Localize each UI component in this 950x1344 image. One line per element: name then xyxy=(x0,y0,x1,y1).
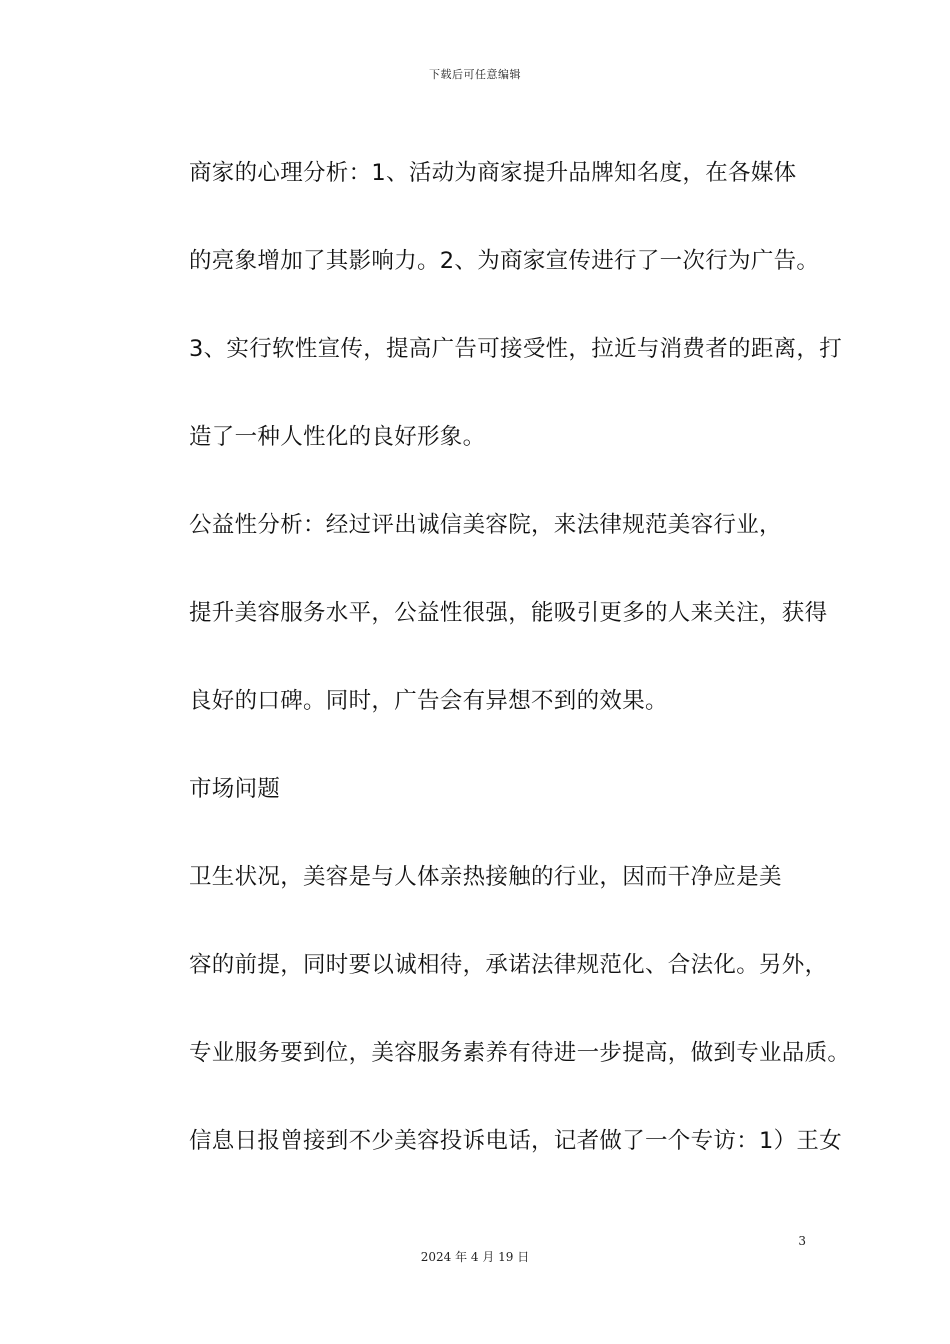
document-body xyxy=(144,129,851,1185)
text-line: 公益性分析：经过评出诚信美容院，来法律规范美容行业， xyxy=(189,512,782,538)
text-line: 造了一种人性化的良好形象。 xyxy=(189,424,486,450)
text-line: 提升美容服务水平，公益性很强，能吸引更多的人来关注，获得 xyxy=(189,600,828,626)
text-line: 3、实行软性宣传，提高广告可接受性，拉近与消费者的距离，打 xyxy=(189,336,843,362)
text-line: 商家的心理分析：1、活动为商家提升品牌知名度，在各媒体 xyxy=(189,160,797,186)
section-heading-market-issues xyxy=(144,745,808,833)
text-line: 信息日报曾接到不少美容投诉电话，记者做了一个专访：1）王女 xyxy=(189,1128,843,1154)
page-number: 3 xyxy=(798,1234,806,1248)
text-line: 容的前提，同时要以诚相待，承诺法律规范化、合法化。另外， xyxy=(189,952,828,978)
footer-date: 2024 年 4 月 19 日 xyxy=(420,1250,530,1264)
text-line: 专业服务要到位，美容服务素养有待进一步提高，做到专业品质。 xyxy=(189,1040,851,1066)
header-note: 下载后可任意编辑 xyxy=(429,68,521,81)
text-line: 卫生状况，美容是与人体亲热接触的行业，因而干净应是美 xyxy=(189,864,782,890)
paragraph-public-welfare xyxy=(144,481,828,745)
text-line: 市场问题 xyxy=(189,776,281,802)
text-line: 的亮象增加了其影响力。2、为商家宣传进行了一次行为广告。 xyxy=(189,248,820,274)
paragraph-hygiene xyxy=(144,833,851,1185)
text-line: 良好的口碑。同时，广告会有异想不到的效果。 xyxy=(189,688,668,714)
paragraph-merchant-psychology xyxy=(144,129,843,481)
